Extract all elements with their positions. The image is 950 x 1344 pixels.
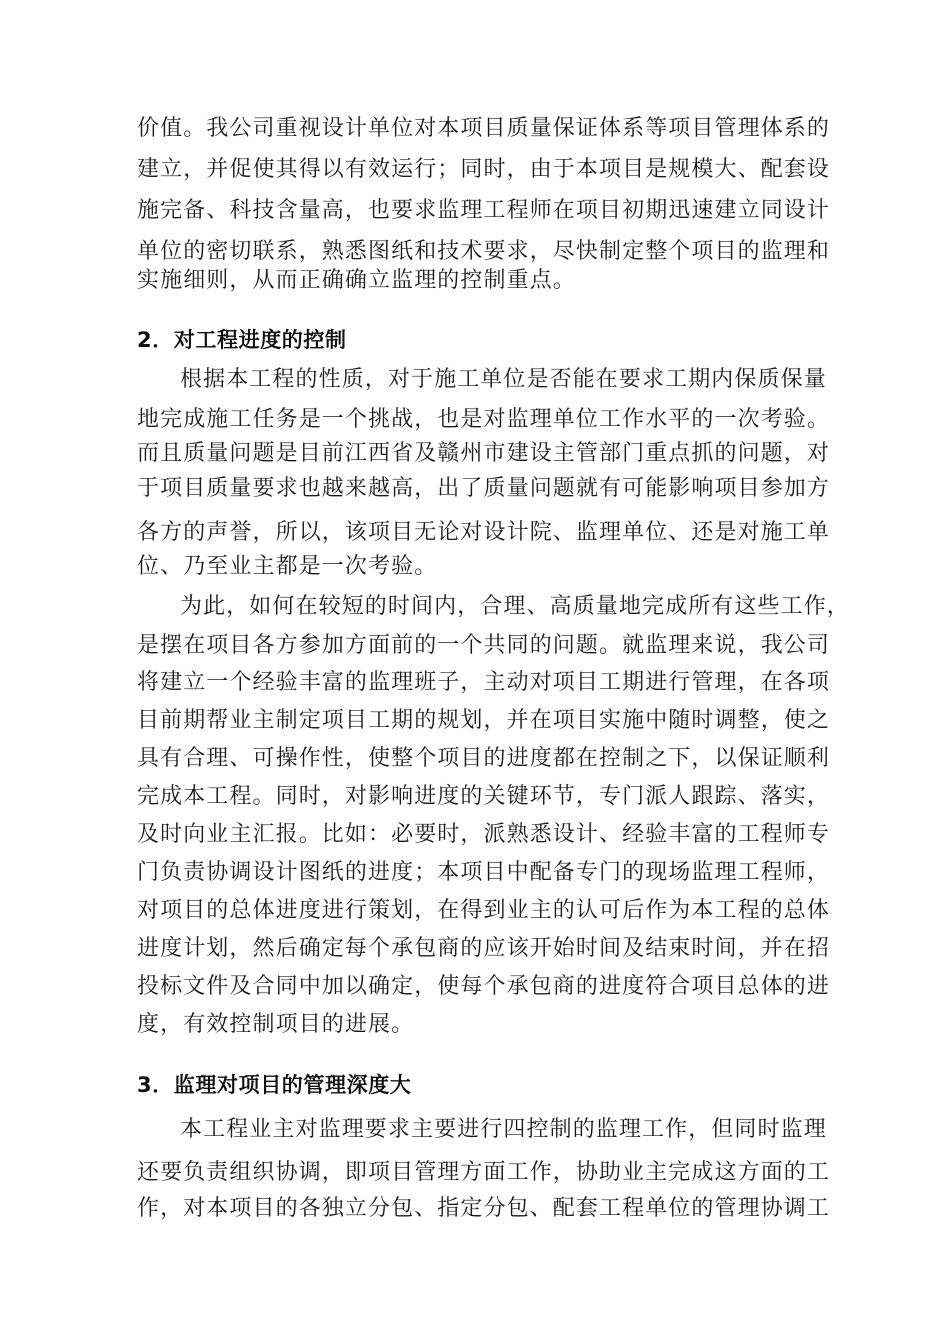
paragraph-line: 具有合理、可操作性，使整个项目的进度都在控制之下，以保证顺利 [137, 746, 831, 771]
paragraph-line: 目前期帮业主制定项目工期的规划，并在项目实施中随时调整，使之 [137, 708, 831, 733]
paragraph-line: 单位的密切联系，熟悉图纸和技术要求，尽快制定整个项目的监理和 [137, 239, 831, 264]
paragraph-line: 实施细则，从而正确确立监理的控制重点。 [137, 268, 576, 293]
paragraph-line: 度，有效控制项目的进展。 [137, 1012, 415, 1037]
paragraph-line: 而且质量问题是目前江西省及赣州市建设主管部门重点抓的问题，对 [137, 441, 831, 466]
paragraph-line: 门负责协调设计图纸的进度；本项目中配备专门的现场监理工程师， [137, 860, 831, 885]
paragraph-line: 对项目的总体进度进行策划，在得到业主的认可后作为本工程的总体 [137, 898, 831, 923]
paragraph-line: 进度计划，然后确定每个承包商的应该开始时间及结束时间，并在招 [137, 936, 831, 961]
paragraph-line: 本工程业主对监理要求主要进行四控制的监理工作，但同时监理 [180, 1117, 827, 1142]
paragraph-line: 为此，如何在较短的时间内，合理、高质量地完成所有这些工作， [180, 594, 850, 619]
paragraph-line: 将建立一个经验丰富的监理班子，主动对项目工期进行管理，在各项 [137, 670, 831, 695]
paragraph-line: 地完成施工任务是一个挑战，也是对监理单位工作水平的一次考验。 [137, 407, 831, 432]
section-heading: 2．对工程进度的控制 [137, 328, 347, 352]
paragraph-line: 位、乃至业主都是一次考验。 [137, 554, 438, 579]
paragraph-line: 作，对本项目的各独立分包、指定分包、配套工程单位的管理协调工 [137, 1196, 831, 1221]
paragraph-line: 完成本工程。同时，对影响进度的关键环节，专门派人跟踪、落实， [137, 784, 831, 809]
paragraph-line: 及时向业主汇报。比如：必要时，派熟悉设计、经验丰富的工程师专 [137, 822, 831, 847]
section-heading: 3．监理对项目的管理深度大 [137, 1073, 412, 1097]
paragraph-line: 是摆在项目各方参加方面前的一个共同的问题。就监理来说，我公司 [137, 633, 831, 658]
paragraph-line: 于项目质量要求也越来越高，出了质量问题就有可能影响项目参加方 [137, 476, 831, 501]
paragraph-line: 投标文件及合同中加以确定，使每个承包商的进度符合项目总体的进 [137, 974, 831, 999]
paragraph-line: 价值。我公司重视设计单位对本项目质量保证体系等项目管理体系的 [137, 116, 831, 141]
paragraph-line: 各方的声誉，所以，该项目无论对设计院、监理单位、还是对施工单 [137, 520, 831, 545]
paragraph-line: 根据本工程的性质，对于施工单位是否能在要求工期内保质保量 [180, 367, 827, 392]
paragraph-line: 还要负责组织协调，即项目管理方面工作，协助业主完成这方面的工 [137, 1160, 831, 1185]
paragraph-line: 建立，并促使其得以有效运行；同时，由于本项目是规模大、配套设 [137, 157, 831, 182]
paragraph-line: 施完备、科技含量高，也要求监理工程师在项目初期迅速建立同设计 [137, 198, 831, 223]
